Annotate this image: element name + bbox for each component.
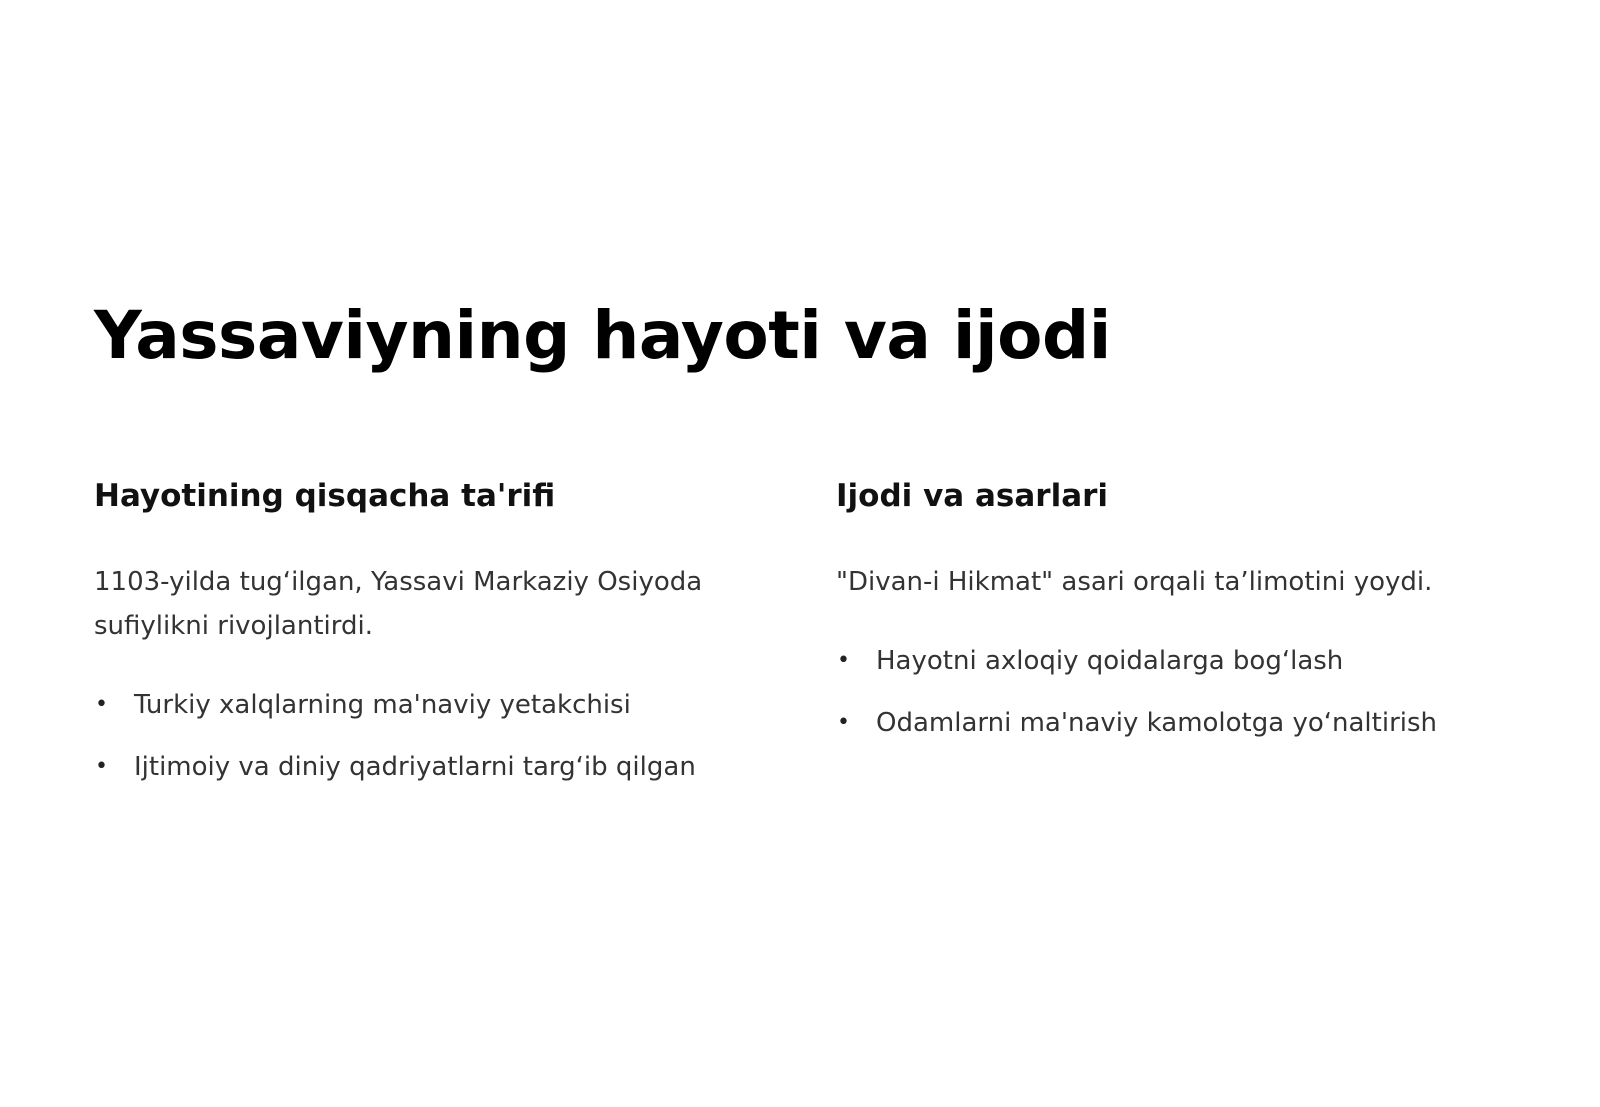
column-text: 1103-yilda tug‘ilgan, Yassavi Markaziy Osiyoda sufiylikni rivojlantirdi. <box>94 567 703 642</box>
bullet-icon: • <box>95 754 108 780</box>
column-text: "Divan-i Hikmat" asari orqali ta’limotini yoydi. <box>836 567 1433 598</box>
bullet-icon: • <box>95 692 108 718</box>
slide-title: Yassaviyning hayoti va ijodi <box>94 297 1111 374</box>
bullet-icon: • <box>837 710 850 736</box>
bullet-list <box>836 642 1516 742</box>
list-item <box>94 748 754 786</box>
bullet-icon: • <box>837 648 850 674</box>
list-item <box>94 686 754 724</box>
column-works <box>836 476 1516 766</box>
list-item-text: Odamlarni ma'naviy kamolotga yo‘naltirish <box>876 708 1438 739</box>
bullet-list <box>94 686 754 786</box>
list-item-text: Ijtimoiy va diniy qadriyatlarni targ‘ib qilgan <box>134 752 696 783</box>
column-heading: Ijodi va asarlari <box>836 478 1109 514</box>
list-item <box>836 642 1516 680</box>
column-life-summary <box>94 476 754 810</box>
column-heading: Hayotining qisqacha ta'rifi <box>94 478 556 514</box>
list-item <box>836 704 1516 742</box>
list-item-text: Hayotni axloqiy qoidalarga bog‘lash <box>876 646 1344 677</box>
list-item-text: Turkiy xalqlarning ma'naviy yetakchisi <box>134 690 631 721</box>
